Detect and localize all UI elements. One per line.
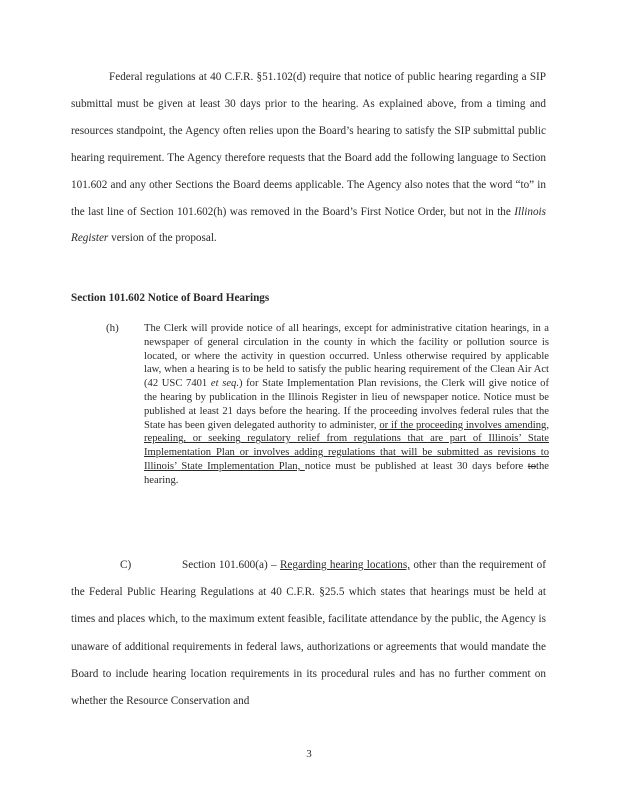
paragraph-2-text: other than the requirement of the Federal Public Hearing Regulations at 40 C.F.R. §25.5 which states that hearings must be held at times and places which, to the maximum extent feasible, facilitate attendance by the public, the Agency is unaware of additional requirements in federal laws, authorizations or agreements that would mandate the Board to include hearing location requirements in its procedural rules and has no further comment on whether the Resource Conservation and [71, 559, 546, 708]
paragraph-1-text-end: version of the proposal. [108, 232, 217, 245]
page-number: 3 [306, 748, 312, 760]
deleted-word: to [527, 460, 537, 472]
rule-text-end: the hearing. [144, 460, 549, 486]
body-paragraph-2 [71, 552, 546, 715]
paragraph-2-text-start: Section 101.600(a) – [182, 559, 280, 571]
hearing-locations-underline: Regarding hearing locations, [279, 559, 410, 571]
item-label: C) [120, 559, 132, 571]
body-paragraph-1 [71, 64, 546, 252]
illinois-register-italic: Illinois Register [71, 205, 546, 245]
rule-text-start: The Clerk will provide notice of all hearings, except for administrative citation hearings, in a newspaper of general circulation in the county in which the facility or pollution source is located, or where the activity in question occurred. Unless otherwise required by applicable law, when a hearing is to be held to satisfy the public hearing requirement of the Clean Air Act (42 USC 7401 [144, 323, 549, 390]
subsection-label: (h) [106, 322, 119, 334]
paragraph-1-text: Federal regulations at 40 C.F.R. §51.102(d) require that notice of public hearing regarding a SIP submittal must be given at least 30 days prior to the hearing. As explained above, from a timing and resources standpoint, the Agency often relies upon the Board’s hearing to satisfy the SIP submittal public hearing requirement. The Agency therefore requests that the Board add the following language to Section 101.602 and any other Sections the Board deems applicable. The Agency also notes that the word “to” in the last line of Section 101.602(h) was removed in the Board’s First Notice Order, but not in the [71, 71, 546, 218]
et-seq-italic: et seq. [210, 378, 239, 390]
section-heading: Section 101.602 Notice of Board Hearings [71, 292, 270, 304]
rule-text-middle: ) for State Implementation Plan revisions, the Clerk will give notice of the hearing by publication in the Illinois Register in lieu of newspaper notice. Notice must be published at least 21 days before the hearing. If the proceeding involves federal rules that the State has been given delegated authority to administer, [144, 378, 549, 431]
quoted-rule-text [144, 322, 549, 488]
inserted-language: or if the proceeding involves amending, repealing, or seeking regulatory relief from regulations that are part of Illinois’ State Implementation Plan or involves adding regulations that will be submitted as revisions to Illinois’ State Implementation Plan, [144, 419, 549, 472]
rule-text-before-deletion: notice must be published at least 30 days before [304, 460, 528, 472]
